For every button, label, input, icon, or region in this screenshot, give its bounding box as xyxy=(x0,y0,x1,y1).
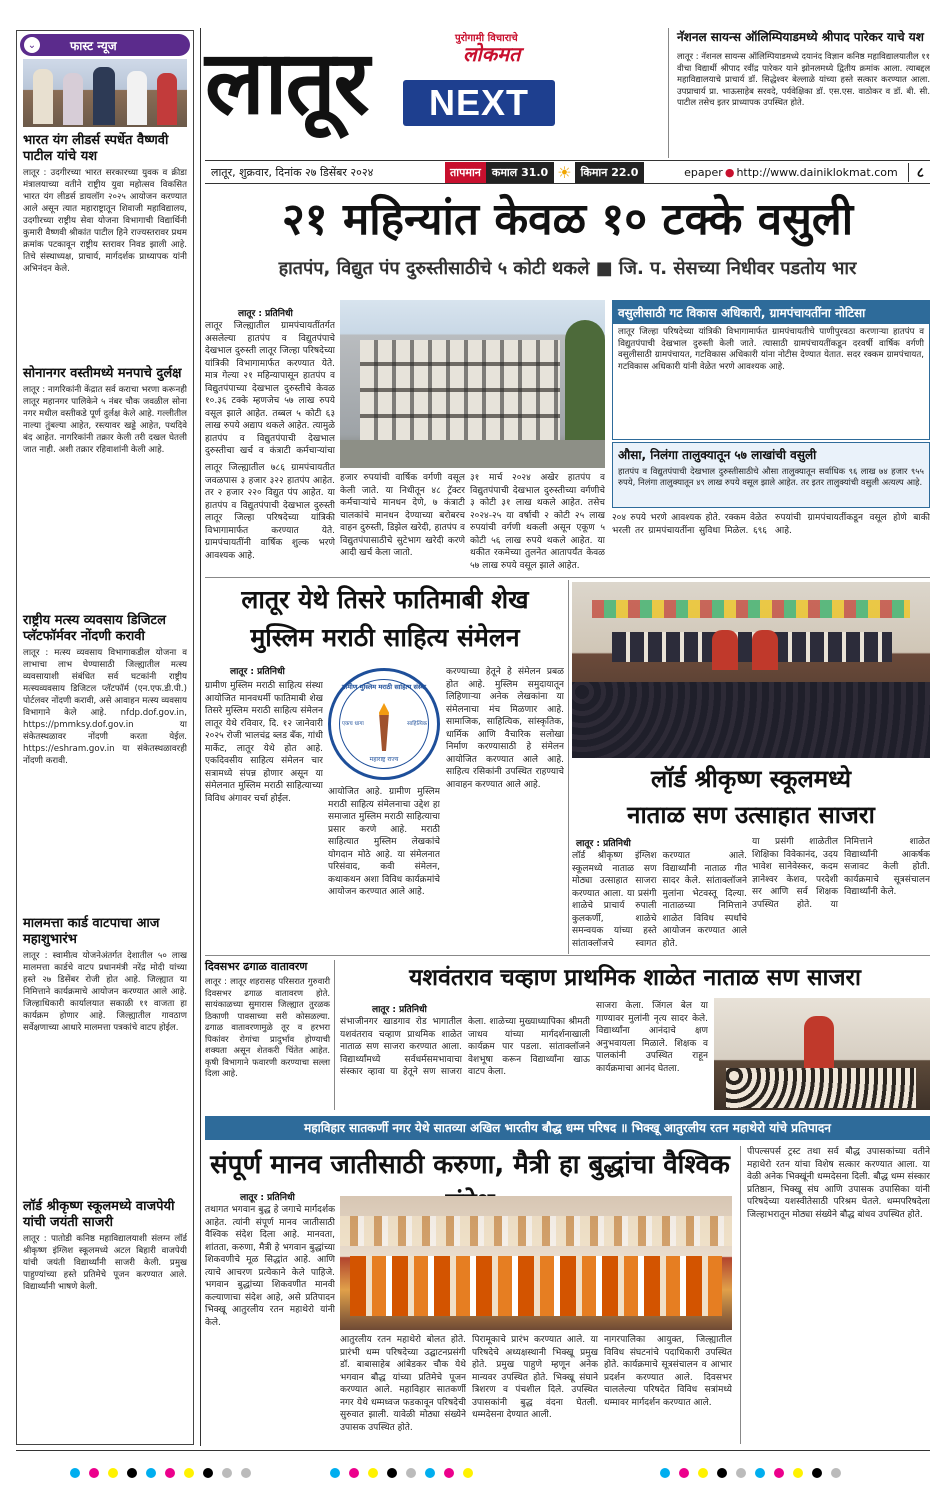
sidebar-story-4-heading: मालमत्ता कार्ड वाटपाचा आज महाशुभारंभ xyxy=(23,916,160,947)
sidebar-title: फास्ट न्यूज xyxy=(70,38,117,53)
literature-society-logo xyxy=(328,668,440,780)
lead-headline: २१ महिन्यांत केवळ १० टक्के वसुली xyxy=(281,194,854,245)
weather-box xyxy=(205,960,335,1110)
story5-column-2: आतुरलीय रतन महाथेरो बोलत होते. प्रारंभी धम्म परिषदेच्या उद्घाटनप्रसंगी डॉ. बाबासाहेब आंबेडकर चौक येथे भगवान बौद्ध यांच्या प्रतिमेचे पूजन करण्यात आले. महाविहार सातकर्णी नगर येथे धम्मध्वज फडकावून परिषदेची सुरुवात झाली. यावेळी मोठ्या संख्येने उपासक उपस्थित होते. xyxy=(340,1335,466,1433)
recovery-box-tail: २०४ रुपये भरणे आवश्यक होते. रक्कम वेळेत भरली तर ग्रामपंचायतींना सुविधा मिळेल. ६९६ रुपयांची ग्रामपंचायतींकडून वसूल होणे बाकी आहे. xyxy=(612,513,930,536)
story2-byline: लातूर : प्रतिनिधी xyxy=(230,667,285,677)
logo-left-text: एकच धागा xyxy=(342,721,364,727)
topright-headline: नॅशनल सायन्स ऑलिम्पियाडमध्ये श्रीपाद पारेकर याचे यश xyxy=(677,30,924,44)
column-rule xyxy=(568,580,569,954)
sidebar-photo xyxy=(23,59,187,127)
notice-box-heading: वसुलीसाठी गट विकास अधिकारी, ग्रामपंचायतींना नोटिसा xyxy=(613,301,929,324)
page-bottom-rule xyxy=(16,1450,930,1451)
story4-column-1: संभाजीनगर खाडगाव रोड भागातील यशवंतराव चव्हाण प्राथमिक शाळेत नाताळ सण साजरा करण्यात आला. विद्यार्थ्यांमध्ये सर्वधर्मसमभावाचा संस्कार व्हावा या हेतूने सण साजरा केला. शाळेच्या मुख्याध्यापिका श्रीमती जाधव यांच्या मार्गदर्शनाखाली कार्यक्रम पार पडला. सांताक्लॉजने वेशभूषा करून विद्यार्थ्यांना खाऊ वाटप केला. xyxy=(340,1017,590,1077)
epaper-label: epaper xyxy=(684,165,723,179)
lead-column-1: लातूर जिल्ह्यातील ग्रामपंचायतींतर्गत असलेल्या हातपंप व विद्युतपंपाचे देखभाल दुरुस्ती लातूर जिल्हा परिषदेच्या यांत्रिकी विभागामार्फत करण्यात येते. मात्र गेल्या २१ महिन्यापासून हातपंप व विद्युतपंपाच्या देखभाल दुरुस्तीचे केवळ १०.३६ टक्के म्हणजेच ५७ लाख रुपये वसूल झाले आहेत. तब्बल ५ कोटी ६३ लाख रुपये अद्याप थकले आहेत. त्यामुळे हातपंप व विद्युतपंपाची देखभाल दुरुस्तीचा खर्च व कंत्राटी कर्मचाऱ्यांचा xyxy=(205,321,335,456)
sidebar-story-2-heading: सोनानगर वस्तीमध्ये मनपाचे दुर्लक्ष xyxy=(23,366,182,381)
website-url[interactable]: http://www.dainiklokmat.com xyxy=(736,165,898,179)
story3-byline: लातूर : प्रतिनिधी xyxy=(576,839,631,849)
weather-box-body: लातूर : लातूर शहरासह परिसरात गुरुवारी दिवसभर ढगाळ वातावरण होते. सायंकाळच्या सुमारास जिल्ह्यात तुरळक ठिकाणी पावसाच्या सरी कोसळल्या. ढगाळ वातावरणामुळे तूर व हरभरा पिकांवर रोगांचा प्रादुर्भाव होण्याची शक्यता असून शेतकरी चिंतेत आहेत. कृषी विभागाने फवारणी करण्याचा सल्ला दिला आहे. xyxy=(205,976,330,1078)
lead-column-1b: लातूर जिल्ह्यातील ७८६ ग्रामपंचायतीत जवळपास ३ हजार ३२२ हातपंप आहेत. तर २ हजार २२० विद्युत पंप आहेत. या हातपंप व विद्युतपंपाची देखभाल दुरुस्ती लातूर जिल्हा परिषदेच्या यांत्रिकी विभागामार्फत करण्यात येते. ग्रामपंचायतींनी वार्षिक शुल्क भरणे आवश्यक आहे. xyxy=(205,463,335,561)
registration-marks-right xyxy=(660,1468,841,1489)
sidebar-story-1-heading: भारत यंग लीडर्स स्पर्धेत वैष्णवी पाटील यांचे यश xyxy=(23,133,169,164)
recovery-box-body: हातपंप व विद्युतपंपाची देखभाल दुरुस्तीसाठीचे औसा तालुक्यातून सर्वाधिक ९६ लाख ७४ हजार ९५५ रुपये, निलंगा तालुक्यातून ४९ लाख रुपये वसूल झाले आहेत. तर इतर तालुक्यांची वसुली अत्यल्प आहे. xyxy=(618,466,924,488)
recovery-box-heading: औसा, निलंगा तालुक्यातून ५७ लाखांची वसुली xyxy=(618,448,817,462)
lead-photo-building xyxy=(340,300,605,468)
lead-recovery-box xyxy=(612,442,930,508)
chevron-down-icon: ⌄ xyxy=(24,37,40,53)
logo-right-text: साहित्यिक xyxy=(407,721,427,727)
sidebar-story-2-body: लातूर : नागरिकांनी केंद्रात सर्व कराचा भरणा करूनही लातूर महानगर पालिकेने ५ नंबर चौक जवळील सोना नगर मधील वस्तीकडे पूर्ण दुर्लक्ष केले आहे. गल्लीतील नाल्या तुंबल्या आहेत, रस्त्यावर खड्डे आहेत, पथदिवे बंद आहेत. नागरिकांनी तक्रार केली तरी दखल घेतली जात नाही. अशी तक्रार रहिवाशांनी केली आहे. xyxy=(23,385,187,455)
registration-marks-center xyxy=(330,1468,473,1489)
story5-column-3: पिरामूकाचे प्रारंभ करण्यात आले. या परिषदेचे अध्यक्षस्थानी भिक्खू प्रमुख होते. प्रमुख पाहुणे म्हणून अनेक मान्यवर उपस्थित होते. भिक्खू संघाने त्रिशरण व पंचशील दिले. उपस्थित उपासकांनी बुद्ध वंदना घेतली. धम्मदेसना देण्यात आली. xyxy=(472,1335,598,1420)
logo-top-text: ग्रामीण मुस्लिम मराठी साहित्य संस्था xyxy=(341,683,427,691)
temperature-label: तापमान xyxy=(445,162,486,183)
sidebar-story-4-body: लातूर : स्वामीत्व योजनेअंतर्गत देशातील ५० लाख मालमत्ता कार्डचे वाटप प्रधानमंत्री नरेंद्र मोदी यांच्या हस्ते २७ डिसेंबर रोजी होत आहे. जिल्ह्यात या निमित्ताने कार्यक्रमाचे आयोजन करण्यात आले आहे. जिल्हाधिकारी कार्यालयात सकाळी ११ वाजता हा कार्यक्रम होणार आहे. जिल्ह्यातील गावठाण सर्वेक्षणाच्या आधारे मालमत्ता पत्रकांचे वाटप होईल. xyxy=(23,951,187,1033)
epaper-icon: ● xyxy=(724,165,735,179)
sidebar-story-5-heading: लॉर्ड श्रीकृष्ण स्कूलमध्ये वाजपेयी यांची जयंती साजरी xyxy=(23,1199,175,1230)
story2-column-3: करण्याच्या हेतूने हे संमेलन प्रबळ होत आहे. मुस्लिम समुदायातून लिहिणाऱ्या अनेक लेखकांना या संमेलनाचा मंच मिळणार आहे. सामाजिक, साहित्यिक, सांस्कृतिक, धार्मिक आणि वैचारिक सलोखा निर्माण करण्यासाठी हे संमेलन आयोजित करण्यात आले आहे. साहित्य रसिकांनी उपस्थित राहण्याचे आवाहन करण्यात आले आहे. xyxy=(446,667,564,790)
section-divider-2 xyxy=(205,955,930,956)
lead-notice-box xyxy=(612,300,930,440)
story5-column-4: नागरपालिका आयुक्त, जिल्ह्यातील विविध संघटनांचे पदाधिकारी उपस्थित होते. कार्यक्रमाचे सूत्रसंचालन व आभार प्रदर्शन करण्यात आले. दिवसभर चाललेल्या परिषदेत विविध सत्रांमध्ये धम्मावर मार्गदर्शन करण्यात आले. xyxy=(604,1335,732,1408)
story4-column-2: साजरा केला. जिंगल बेल या गाण्यावर मुलांनी नृत्य सादर केले. विद्यार्थ्यांना आनंदाचे क्षण अनुभवायला मिळाले. शिक्षक व पालकांनी उपस्थित राहून कार्यक्रमाचा आनंद घेतला. xyxy=(596,1001,708,1074)
story5-column-1: तथागत भगवान बुद्ध हे जगाचे मार्गदर्शक आहेत. त्यांनी संपूर्ण मानव जातीसाठी वैश्विक संदेश दिला आहे. मानवता, शांतता, करुणा, मैत्री हे भगवान बुद्धांच्या शिकवणीचे मूळ सिद्धांत आहे. आणि त्याचे आचरण प्रत्येकाने केले पाहिजे. भगवान बुद्धांच्या शिकवणीत मानवी कल्याणाचा संदेश आहे, असे प्रतिपादन भिक्खू आतुरलीय रतन महाथेरो यांनी केले. xyxy=(205,1205,335,1328)
story2-column-2: आयोजित आहे. ग्रामीण मुस्लिम मराठी साहित्य संमेलनाचा उद्देश हा समाजात मुस्लिम मराठी साहित्याचा प्रसार करणे आहे. मराठी साहित्यात मुस्लिम लेखकांचे योगदान मोठे आहे. या संमेलनात परिसंवाद, कवी संमेलन, कथाकथन अशा विविध कार्यक्रमांचे आयोजन करण्यात आले आहे. xyxy=(328,787,440,897)
sidebar-story-3-heading: राष्ट्रीय मत्स्य व्यवसाय डिजिटल प्लॅटफॉर्मवर नोंदणी करावी xyxy=(23,613,166,644)
story3-headline-2: नाताळ सण उत्साहात साजरा xyxy=(627,801,875,829)
masthead-next-text: NEXT xyxy=(428,82,529,123)
masthead-slogan: पुरोगामी विचाराचे xyxy=(455,33,518,44)
masthead xyxy=(205,28,660,158)
dateline: लातूर, शुक्रवार, दिनांक २७ डिसेंबर २०२४ xyxy=(211,165,374,179)
logo-bottom-text: महाराष्ट्र राज्य xyxy=(369,756,399,763)
monks-conference-photo xyxy=(340,1196,732,1330)
masthead-title: लातूर xyxy=(205,31,368,134)
story4-headline: यशवंतराव चव्हाण प्राथमिक शाळेत नाताळ सण साजरा xyxy=(409,965,861,991)
story5-column-5: पीपल्सपर्स ट्रस्ट तथा सर्व बौद्ध उपासकांच्या वतीने महाथेरो रतन यांचा विशेष सत्कार करण्यात आला. या वेळी अनेक भिक्खूंनी धम्मदेसना दिली. बौद्ध धम्म संस्कार प्रतिष्ठान, भिक्खू संघ आणि उपासक उपासिका यांनी परिषदेच्या यशस्वीतेसाठी परिश्रम घेतले. धम्मपरिषदेला जिल्हाभरातून मोठ्या संख्येने बौद्ध बांधव उपस्थित होते. xyxy=(740,1146,930,1444)
registration-marks-left xyxy=(70,1468,251,1489)
min-temp: किमान 22.0 xyxy=(575,162,645,183)
christmas-celebration-photo xyxy=(572,582,930,758)
story5-headline: संपूर्ण मानव जातीसाठी करुणा, मैत्री हा बुद्धांचा वैश्विक xyxy=(210,1150,730,1180)
section-divider-1 xyxy=(205,577,930,578)
sidebar-title-bar xyxy=(20,34,190,56)
dhamma-conference-strip: महाविहार सातकर्णी नगर येथे सातव्या अखिल भारतीय बौद्ध धम्म परिषद ॥ भिक्खू आतुरलीय रतन महाथेरो यांचे प्रतिपादन xyxy=(205,1116,930,1140)
story5-byline: लातूर : प्रतिनिधी xyxy=(240,1193,295,1203)
max-temp: कमाल 31.0 xyxy=(486,162,554,183)
masthead-next-badge xyxy=(403,80,555,126)
yashwantrao-school-photo xyxy=(714,998,930,1110)
story3-headline-1: लॉर्ड श्रीकृष्ण स्कूलमध्ये xyxy=(650,765,852,793)
lead-column-2b: ३१ मार्च २०२४ अखेर हातपंप व विद्युतपंपाची देखभाल दुरुस्तीच्या वर्गणीचे ३ कोटी ३१ लाख थकले आहेत. तसेच २०२४-२५ या वर्षाची २ कोटी २५ लाख रुपयांची वर्गणी थकली असून एकूण ५ कोटी ५६ लाख रुपये थकले आहेत. या थकीत रकमेच्या तुलनेत आतापर्यंत केवळ ५७ लाख रुपये वसूल झाले आहेत. xyxy=(470,473,605,571)
story2-column-1: ग्रामीण मुस्लिम मराठी साहित्य संस्था आयोजित मानवधर्मी फातिमाबी शेख तिसरे मुस्लिम मराठी साहित्य संमेलन लातूर येथे रविवार, दि. १२ जानेवारी २०२५ रोजी भालचंद्र ब्लड बँक, गांधी मार्केट, लातूर येथे होत आहे. एकदिवसीय साहित्य संमेलन चार सत्रामध्ये संपन्न होणार असून या संमेलनात मुस्लिम मराठी साहित्याच्या विविध अंगावर चर्चा होईल. xyxy=(205,681,323,804)
sidebar-story-5-body: लातूर : पातोडी कनिष्ठ महाविद्यालयाशी संलग्न लॉर्ड श्रीकृष्ण इंग्लिश स्कूलमध्ये अटल बिहारी वाजपेयी यांची जयंती विद्यार्थ्यांनी साजरी केली. प्रमुख पाहुण्यांच्या हस्ते प्रतिमेचे पूजन करण्यात आले. विद्यार्थ्यांनी भाषणे केली. xyxy=(23,1234,187,1292)
lead-byline: लातूर : प्रतिनिधी xyxy=(238,309,293,319)
lead-column-2: हजार रुपयांची वार्षिक वर्गणी वसूल केली जाते. या निधीतून ४८ ट्रॅक्टर कर्मचाऱ्यांचे मानधन देणे, ७ कंत्राटी चालकांचे मानधन देण्याच्या बरोबरच वाहन दुरुस्ती, डिझेल खरेदी, हातपंप व विद्युतपंपासाठीचे सुटेभाग खरेदी करणे आदी खर्च केला जातो. xyxy=(340,473,465,558)
story4-byline: लातूर : प्रतिनिधी xyxy=(372,1005,427,1015)
column-rule xyxy=(200,28,201,1446)
sidebar-story-1-body: लातूर : उदगीरच्या भारत सरकारच्या युवक व क्रीडा मंत्रालयाच्या वतीने राष्ट्रीय युवा महोत्सव विकसित भारत यंग लीडर्स डायलॉग २०२५ आयोजन करण्यात आले असून त्यात महाराष्ट्रातून शिवाजी महाविद्यालय, उदगीरच्या राष्ट्रीय सेवा योजना विभागाची विद्यार्थिनी कुमारी वैष्णवी श्रीकांत पाटील हिने राज्यस्तरावर प्रथम क्रमांक पटकावून राष्ट्रीय स्तरावर निवड झाली आहे. तिचे संस्थाध्यक्ष, प्राचार्य, मार्गदर्शक प्राध्यापक यांनी अभिनंदन केले. xyxy=(23,168,187,274)
notice-box-body: लातूर जिल्हा परिषदेच्या यांत्रिकी विभागामार्फत ग्रामपंचायतीचे पाणीपुरवठा करणाऱ्या हातपंप व विद्युतपंपाची देखभाल दुरुस्ती केली जाते. त्यासाठी ग्रामपंचायतींकडून दरवर्षी वार्षिक वर्गणी वसुलीसाठी ग्रामपंचायत, गटविकास अधिकारी यांना नोटीस देण्यात येतात. सदर रक्कम ग्रामपंचायत, गटविकास अधिकारी यांनी वेळेत भरणे आवश्यक आहे. xyxy=(618,327,924,372)
fast-news-sidebar xyxy=(16,30,194,1445)
sidebar-story-3-body: लातूर : मत्स्य व्यवसाय विभागाकडील योजना व लाभाचा लाभ घेण्यासाठी जिल्ह्यातील मत्स्य व्यवसायाशी संबंधित सर्व घटकांनी राष्ट्रीय मत्स्यव्यवसाय डिजिटल प्लॅटफॉर्म (एन.एफ.डी.पी.) पोर्टलवर नोंदणी करावी, असे आवाहन मत्स्य व्यवसाय विभागाने केले आहे. nfdp.dof.gov.in, https://pmmksy.dof.gov.in या संकेतस्थळावर नोंदणी करता येईल. https://eshram.gov.in या संकेतस्थळावरही नोंदणी करावी. xyxy=(23,648,187,766)
story2-headline-2: मुस्लिम मराठी साहित्य संमेलन xyxy=(250,623,520,652)
page-number: ८ xyxy=(908,163,924,182)
lead-subhead: हातपंप, विद्युत पंप दुरुस्तीसाठीचे ५ कोटी थकले ■ जि. प. सेसच्या निधीवर पडतोय भार xyxy=(278,258,857,279)
story2-headline-1: लातूर येथे तिसरे फातिमाबी शेख xyxy=(241,585,529,614)
masthead-brand-logo: लोकमत xyxy=(463,42,521,66)
story3-column-2: या प्रसंगी शाळेतील शिक्षिका विवेकानंद, उदय भावेश सानेवेस्कर, कदम ज्ञानेश्वर केशव, परदेशी सर आणि सर्व शिक्षक उपस्थित होते. या निमित्ताने शाळेत विद्यार्थ्यांनी आकर्षक सजावट केली होती. कार्यक्रमाचे सूत्रसंचालन विद्यार्थ्यांनी केले. xyxy=(752,837,930,910)
story3-column-1: लॉर्ड श्रीकृष्ण इंग्लिश स्कूलमध्ये नाताळ सण मोठ्या उत्साहात साजरा करण्यात आला. या प्रसंगी शाळेचे प्राचार्य रुपाली कुलकर्णी, शाळेचे समन्वयक यांच्या हस्ते सांताक्लॉजचे स्वागत करण्यात आले. विद्यार्थ्यांनी नाताळ गीत सादर केले. सांताक्लॉजने मुलांना भेटवस्तू दिल्या. नाताळच्या निमित्ताने शाळेत विविध स्पर्धांचे आयोजन करण्यात आले होते. xyxy=(572,851,747,949)
dateline-bar xyxy=(205,160,930,184)
weather-box-heading: दिवसभर ढगाळ वातावरण xyxy=(205,960,308,973)
topright-body: लातूर : नॅशनल सायन्स ऑलिम्पियाडमध्ये दयानंद विज्ञान कनिष्ठ महाविद्यालयातील ११ वीचा विद्यार्थी श्रीपाद रवींद्र पारेकर याने झोनलमध्ये द्वितीय क्रमांक आला. त्याबद्दल महाविद्यालयाचे प्राचार्य डॉ. सिद्धेश्वर बेल्लाळे यांच्या हस्ते सत्कार करण्यात आला. उपप्राचार्य प्रा. भाऊसाहेब सरवदे, पर्यवेक्षिका डॉ. एस.एस. वाठोकर व डॉ. बी. सी. पाटील तसेच इतर प्राध्यापक उपस्थित होते. xyxy=(677,51,930,107)
topright-story xyxy=(668,28,930,158)
sun-icon: ☀ xyxy=(557,162,572,182)
